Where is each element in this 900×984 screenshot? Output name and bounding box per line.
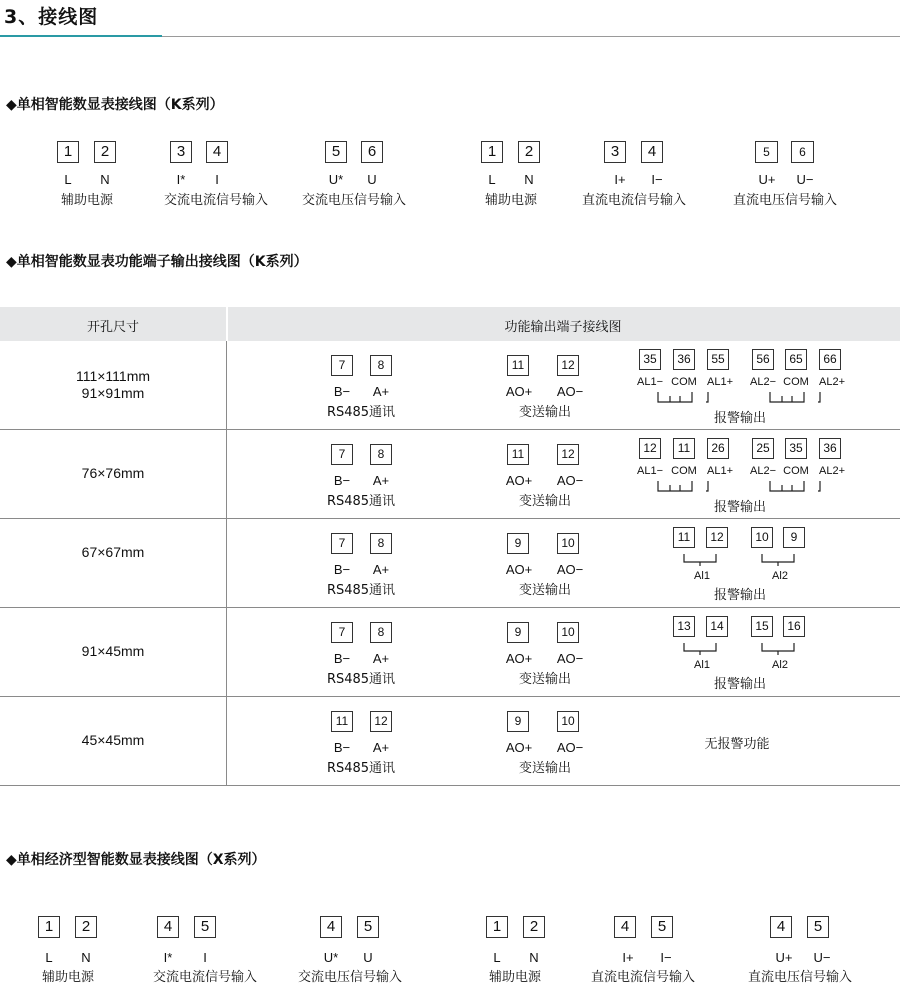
terminal-label: Al1 — [694, 570, 710, 582]
terminal-box: 11 — [507, 355, 529, 376]
terminal-box: 56 — [752, 349, 774, 370]
terminal-box: 25 — [752, 438, 774, 459]
terminal-box: 5 — [755, 141, 778, 163]
terminal-label: A+ — [372, 562, 390, 577]
terminal-box: 11 — [331, 711, 353, 732]
terminal-box: 4 — [614, 916, 636, 938]
terminal-label: AL2− — [750, 465, 776, 477]
terminal-box: 1 — [481, 141, 503, 163]
terminal-label: COM — [671, 465, 697, 477]
terminal-box: 4 — [206, 141, 228, 163]
terminal-box: 15 — [751, 616, 773, 637]
terminal-label: AL2+ — [819, 465, 845, 477]
terminal-box: 10 — [751, 527, 773, 548]
terminal-box: 7 — [331, 444, 353, 465]
terminal-label: N — [524, 172, 534, 187]
group-caption: 交流电流信号输入 — [163, 193, 269, 208]
terminal-box: 4 — [157, 916, 179, 938]
terminal-label: B− — [333, 562, 351, 577]
terminal-label: AO− — [556, 562, 584, 577]
group-caption: RS485通讯 — [326, 761, 396, 776]
terminal-label: U — [367, 172, 377, 187]
terminal-box: 10 — [557, 533, 579, 554]
terminal-box: 1 — [38, 916, 60, 938]
terminal-box: 1 — [486, 916, 508, 938]
terminal-label: A+ — [372, 740, 390, 755]
terminal-label: COM — [783, 465, 809, 477]
terminal-box: 4 — [770, 916, 792, 938]
group-caption: 报警输出 — [713, 411, 767, 426]
terminal-box: 8 — [370, 444, 392, 465]
terminal-box: 9 — [507, 711, 529, 732]
terminal-label: AO+ — [505, 651, 533, 666]
relay-contact-symbol — [678, 552, 808, 568]
cutout-size: 45×45mm — [81, 732, 145, 748]
row-divider — [0, 518, 900, 519]
relay-contact-symbol — [650, 479, 840, 495]
terminal-label: I — [215, 172, 219, 187]
terminal-box: 3 — [604, 141, 626, 163]
group-caption: 变送输出 — [518, 761, 572, 776]
terminal-label: U* — [323, 950, 339, 965]
terminal-label: U+ — [758, 172, 776, 187]
terminal-label: AO+ — [505, 740, 533, 755]
terminal-label: I — [203, 950, 207, 965]
terminal-box: 55 — [707, 349, 729, 370]
group-caption: 报警输出 — [713, 677, 767, 692]
group-caption: 辅助电源 — [41, 970, 95, 984]
cutout-size: 67×67mm — [81, 544, 145, 560]
terminal-box: 5 — [357, 916, 379, 938]
terminal-box: 16 — [783, 616, 805, 637]
table-header-divider — [226, 307, 228, 341]
column-header-cutout-size: 开孔尺寸 — [86, 320, 140, 335]
terminal-label: U− — [796, 172, 814, 187]
group-caption: 直流电流信号输入 — [581, 193, 687, 208]
terminal-box: 14 — [706, 616, 728, 637]
terminal-label: I* — [176, 172, 186, 187]
terminal-box: 35 — [785, 438, 807, 459]
cutout-size: 76×76mm — [81, 465, 145, 481]
terminal-label: AO− — [556, 384, 584, 399]
terminal-box: 9 — [507, 533, 529, 554]
terminal-label: A+ — [372, 651, 390, 666]
group-caption: RS485通讯 — [326, 672, 396, 687]
terminal-label: A+ — [372, 384, 390, 399]
terminal-box: 2 — [523, 916, 545, 938]
heading-accent-bar — [0, 35, 162, 37]
column-header-wiring: 功能输出端子接线图 — [504, 320, 622, 335]
terminal-box: 35 — [639, 349, 661, 370]
terminal-box: 7 — [331, 622, 353, 643]
terminal-label: U− — [813, 950, 831, 965]
page-heading: 3、接线图 — [4, 6, 99, 28]
relay-contact-symbol — [678, 641, 808, 657]
terminal-box: 36 — [819, 438, 841, 459]
terminal-label: AL1+ — [707, 465, 733, 477]
group-caption: 交流电压信号输入 — [297, 970, 403, 984]
terminal-label: L — [45, 950, 53, 965]
group-caption: 变送输出 — [518, 672, 572, 687]
terminal-box: 9 — [783, 527, 805, 548]
terminal-label: AL2+ — [819, 376, 845, 388]
group-caption: 辅助电源 — [488, 970, 542, 984]
terminal-label: AL2− — [750, 376, 776, 388]
terminal-label: AL1− — [637, 376, 663, 388]
cutout-size: 111×111mm 91×91mm — [75, 368, 151, 401]
terminal-box: 8 — [370, 355, 392, 376]
terminal-box: 10 — [557, 622, 579, 643]
terminal-box: 2 — [75, 916, 97, 938]
terminal-box: 66 — [819, 349, 841, 370]
terminal-label: COM — [783, 376, 809, 388]
terminal-box: 13 — [673, 616, 695, 637]
group-caption: 直流电压信号输入 — [732, 193, 838, 208]
terminal-box: 10 — [557, 711, 579, 732]
group-caption: RS485通讯 — [326, 405, 396, 420]
terminal-box: 3 — [170, 141, 192, 163]
terminal-label: AL1− — [637, 465, 663, 477]
terminal-box: 2 — [518, 141, 540, 163]
terminal-label: I− — [660, 950, 672, 965]
terminal-label: AO+ — [505, 473, 533, 488]
terminal-box: 12 — [557, 355, 579, 376]
group-caption: 变送输出 — [518, 494, 572, 509]
terminal-box: 36 — [673, 349, 695, 370]
terminal-label: AL1+ — [707, 376, 733, 388]
terminal-box: 12 — [370, 711, 392, 732]
terminal-label: I* — [163, 950, 173, 965]
group-caption: 辅助电源 — [484, 193, 538, 208]
terminal-label: AO+ — [505, 384, 533, 399]
terminal-label: Al2 — [772, 659, 788, 671]
terminal-box: 11 — [673, 527, 695, 548]
group-caption: 交流电压信号输入 — [301, 193, 407, 208]
group-caption: 直流电流信号输入 — [590, 970, 696, 984]
group-caption: 变送输出 — [518, 405, 572, 420]
cutout-size: 91×45mm — [81, 643, 145, 659]
terminal-box: 7 — [331, 355, 353, 376]
terminal-label: I+ — [614, 172, 626, 187]
terminal-label: L — [488, 172, 496, 187]
terminal-label: B− — [333, 473, 351, 488]
terminal-box: 12 — [639, 438, 661, 459]
terminal-label: N — [81, 950, 91, 965]
terminal-label: Al2 — [772, 570, 788, 582]
no-alarm-note: 无报警功能 — [704, 737, 770, 752]
terminal-box: 12 — [557, 444, 579, 465]
terminal-box: 11 — [673, 438, 695, 459]
terminal-box: 5 — [807, 916, 829, 938]
terminal-box: 8 — [370, 533, 392, 554]
terminal-label: U+ — [775, 950, 793, 965]
terminal-label: AO− — [556, 473, 584, 488]
relay-contact-symbol — [650, 390, 840, 406]
terminal-label: Al1 — [694, 659, 710, 671]
terminal-label: U — [363, 950, 373, 965]
terminal-box: 6 — [791, 141, 814, 163]
row-divider — [0, 785, 900, 786]
terminal-label: AO− — [556, 740, 584, 755]
section-title-k-series: ◆单相智能数显表接线图（K系列） — [6, 97, 224, 113]
terminal-box: 7 — [331, 533, 353, 554]
terminal-box: 5 — [325, 141, 347, 163]
terminal-label: B− — [333, 651, 351, 666]
terminal-box: 4 — [320, 916, 342, 938]
group-caption: 交流电流信号输入 — [152, 970, 258, 984]
row-divider — [0, 696, 900, 697]
terminal-label: AO− — [556, 651, 584, 666]
group-caption: RS485通讯 — [326, 583, 396, 598]
group-caption: 报警输出 — [713, 500, 767, 515]
terminal-box: 5 — [194, 916, 216, 938]
terminal-label: L — [493, 950, 501, 965]
terminal-box: 6 — [361, 141, 383, 163]
terminal-box: 26 — [707, 438, 729, 459]
group-caption: 辅助电源 — [60, 193, 114, 208]
group-caption: 变送输出 — [518, 583, 572, 598]
terminal-label: COM — [671, 376, 697, 388]
group-caption: 直流电压信号输入 — [747, 970, 853, 984]
terminal-box: 65 — [785, 349, 807, 370]
terminal-label: U* — [328, 172, 344, 187]
terminal-label: B− — [333, 384, 351, 399]
terminal-box: 8 — [370, 622, 392, 643]
terminal-box: 2 — [94, 141, 116, 163]
terminal-label: A+ — [372, 473, 390, 488]
section-title-x-series: ◆单相经济型智能数显表接线图（X系列） — [6, 852, 266, 868]
terminal-box: 1 — [57, 141, 79, 163]
terminal-box: 4 — [641, 141, 663, 163]
terminal-box: 9 — [507, 622, 529, 643]
section-title-function-terminals: ◆单相智能数显表功能端子输出接线图（K系列） — [6, 254, 308, 270]
group-caption: RS485通讯 — [326, 494, 396, 509]
group-caption: 报警输出 — [713, 588, 767, 603]
terminal-box: 5 — [651, 916, 673, 938]
terminal-box: 11 — [507, 444, 529, 465]
terminal-label: L — [64, 172, 72, 187]
terminal-label: B− — [333, 740, 351, 755]
terminal-label: N — [529, 950, 539, 965]
terminal-label: N — [100, 172, 110, 187]
terminal-box: 12 — [706, 527, 728, 548]
row-divider — [0, 607, 900, 608]
column-divider — [226, 341, 227, 786]
terminal-label: AO+ — [505, 562, 533, 577]
terminal-label: I− — [651, 172, 663, 187]
row-divider — [0, 429, 900, 430]
terminal-label: I+ — [622, 950, 634, 965]
